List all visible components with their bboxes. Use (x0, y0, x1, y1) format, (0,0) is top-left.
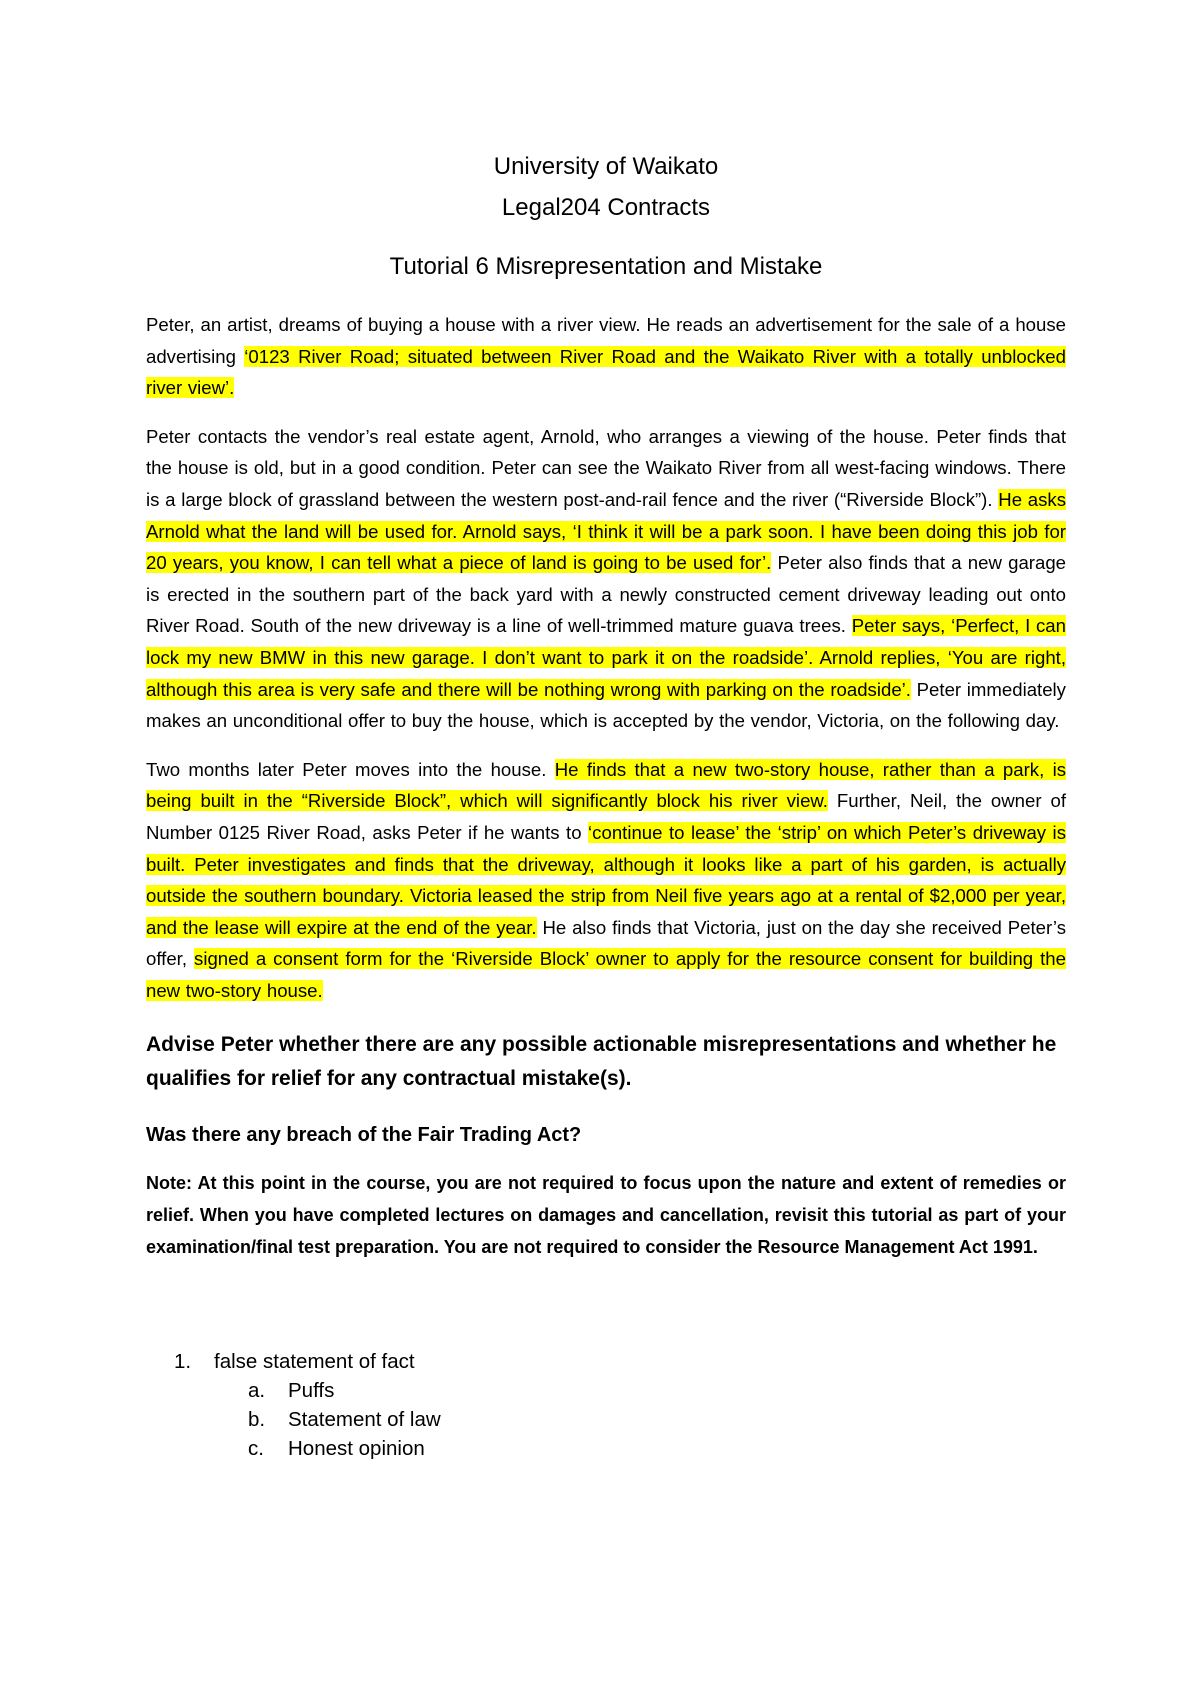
list-subitem (248, 1434, 1066, 1463)
outline-list (146, 1347, 1066, 1463)
document-page (146, 0, 1066, 1463)
question-2: Was there any breach of the Fair Trading Act? (146, 1124, 582, 1147)
tutorial-title: Tutorial 6 Misrepresentation and Mistake (389, 253, 823, 280)
text-run: Two months later Peter moves into the house. (146, 758, 555, 780)
paragraph-2 (146, 421, 1066, 737)
text-run: Peter contacts the vendor’s real estate agent, Arnold, who arranges a viewing of the house. Peter finds that the house is old, but in a good condition. Peter can see the Waikato River from all west-facing windows. There is a large block of grassland between the western post-and-rail fence and the river (“Riverside Block”). (146, 425, 1066, 510)
text-run: Peter, an artist, dreams of buying a house with a river view. He reads an advertisement for the sale of a house advertising (146, 314, 1066, 367)
scenario-text (146, 309, 1066, 1006)
list-text: Statement of law (288, 1408, 441, 1432)
list-letter: c. (248, 1437, 264, 1461)
note-paragraph: Note: At this point in the course, you are not required to focus upon the nature and extent of remedies or relief. When you have completed lectures on damages and cancellation, revisit this tutorial as part of your examination/final test preparation. You are not required to consider the Resource Management Act 1991. (146, 1173, 1066, 1257)
list-text: false statement of fact (214, 1350, 415, 1374)
paragraph-3 (146, 754, 1066, 1007)
text-run: He also finds that Victoria, just on the day she received Peter’s offer, (146, 916, 1066, 970)
list-item (174, 1347, 1066, 1376)
question-1: Advise Peter whether there are any possible actionable misrepresentations and whether he qualifies for relief for any contractual mistake(s). (146, 1033, 1057, 1091)
list-text: Puffs (288, 1379, 335, 1403)
course-name: Legal204 Contracts (501, 194, 711, 221)
title-block (146, 146, 1066, 287)
highlighted-text: ‘0123 River Road; situated between River Road and the Waikato River with a totally unblocked river view’. (146, 345, 1066, 399)
list-subitem (248, 1376, 1066, 1405)
list-text: Honest opinion (288, 1437, 425, 1461)
highlighted-text: He asks Arnold what the land will be used for. Arnold says, ‘I think it will be a park soon. I have been doing this job for 20 years, you know, I can tell what a piece of land is going to be used for’. (146, 488, 1067, 574)
highlighted-text: He finds that a new two-story house, rather than a park, is being built in the “Riverside Block”, which will significantly block his river view. (146, 758, 1066, 812)
text-run: Peter also finds that a new garage is erected in the southern part of the back yard with a newly constructed cement driveway leading out onto River Road. South of the new driveway is a line of well-trimmed mature guava trees. (146, 552, 1067, 637)
highlighted-text: ‘continue to lease’ the ‘strip’ on which Peter’s driveway is built. Peter investigates and finds that the driveway, although it looks like a part of his garden, is actually outside the southern boundary. Victoria leased the strip from Neil five years ago at a rental of $2,000 per year, and the lease will expire at the end of the year. (146, 821, 1066, 938)
list-letter: b. (248, 1408, 266, 1432)
list-subitem (248, 1405, 1066, 1434)
list-number: 1. (174, 1350, 192, 1374)
text-run: Peter immediately makes an unconditional offer to buy the house, which is accepted by the vendor, Victoria, on the following day. (146, 678, 1066, 732)
highlighted-text: Peter says, ‘Perfect, I can lock my new BMW in this new garage. I don’t want to park it on the roadside’. Arnold replies, ‘You are right, although this area is very safe and there will be nothing wrong with parking on the roadside’. (146, 615, 1066, 700)
list-letter: a. (248, 1379, 266, 1403)
paragraph-1 (146, 309, 1066, 404)
text-run: Further, Neil, the owner of Number 0125 River Road, asks Peter if he wants to (146, 790, 1066, 843)
highlighted-text: signed a consent form for the ‘Riverside Block’ owner to apply for the resource consent for building the new two-story house. (146, 948, 1066, 1001)
university-name: University of Waikato (493, 153, 719, 180)
